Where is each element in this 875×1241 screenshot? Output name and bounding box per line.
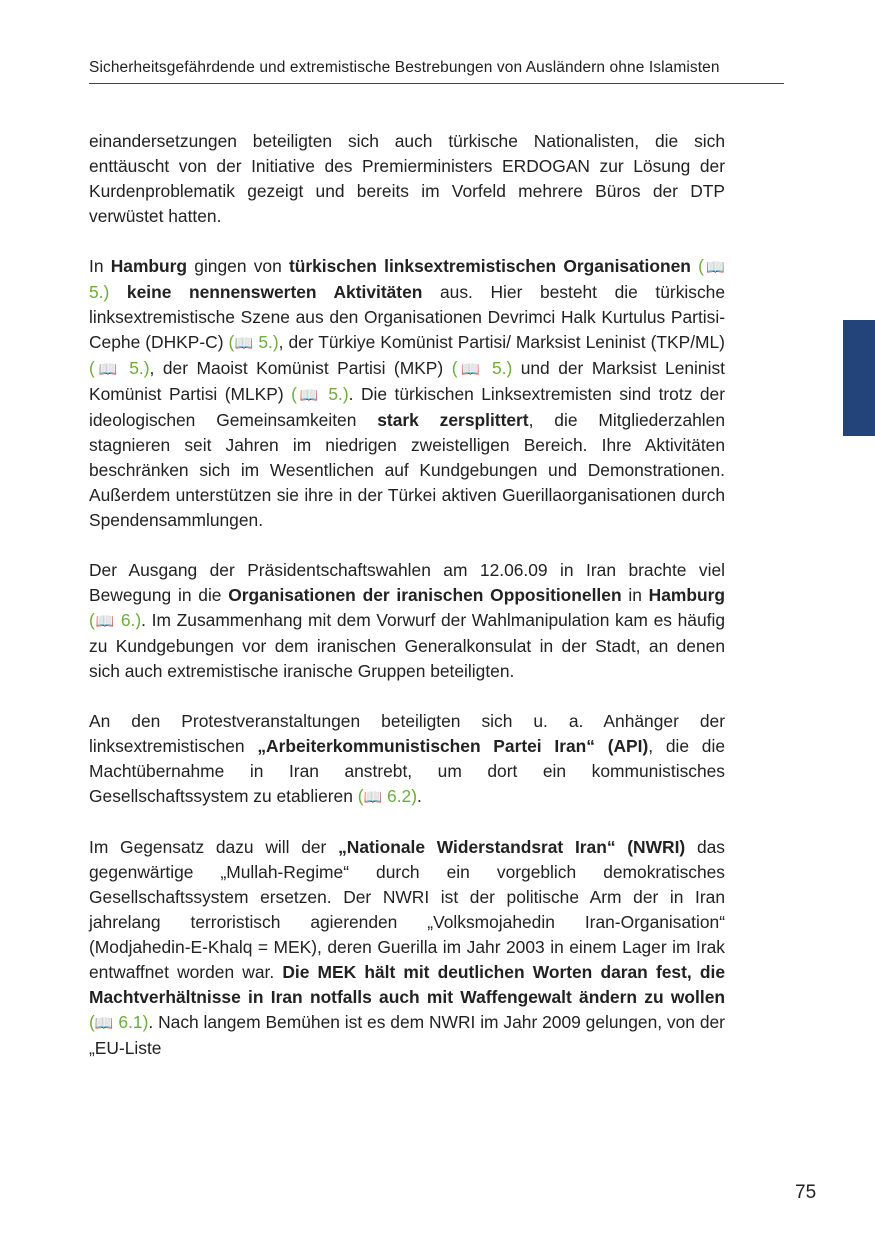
cross-reference-link[interactable]: (📖 5.) bbox=[89, 256, 725, 302]
text-run: gingen von bbox=[187, 256, 289, 276]
book-icon: 📖 bbox=[703, 259, 725, 276]
text-run: . Nach langem Bemühen ist es dem NWRI im Jahr 2009 gelungen, von der „EU-Liste bbox=[89, 1012, 725, 1058]
cross-reference-link[interactable]: (📖 6.1) bbox=[89, 1012, 149, 1032]
text-run: , der Türkiye Komünist Partisi/ Marksist Leninist (TKP/ML) bbox=[278, 332, 725, 352]
cross-reference-number: 5.) bbox=[491, 358, 513, 378]
cross-reference-number: 6.2) bbox=[387, 786, 418, 806]
text-run: . bbox=[417, 786, 422, 806]
text-run bbox=[109, 282, 127, 302]
bold-run: türkischen linksextremistischen Organisationen bbox=[288, 256, 691, 276]
book-icon: 📖 bbox=[94, 613, 116, 630]
bold-run: stark zersplittert bbox=[377, 410, 529, 430]
body-text bbox=[89, 129, 725, 1086]
bold-run: Hamburg bbox=[648, 585, 725, 605]
text-run: das gegenwärtige „Mullah-Regime“ durch ein vorgeblich demokratisches Gesellschaftssystem ersetzen. Der NWRI ist der politische Arm der in Iran jahrelang terroristisch agierenden „Volksmojahedin Iran-Organisation“ (Modjahedin-E-Khalq = MEK), deren Guerilla im Jahr 2003 in einem Lager im Irak entwaffnet worden war. bbox=[89, 837, 725, 982]
book-icon: 📖 bbox=[94, 361, 121, 378]
book-icon: 📖 bbox=[94, 1015, 114, 1032]
cross-reference-link[interactable]: (📖 5.) bbox=[89, 358, 150, 378]
chapter-tab-marker bbox=[843, 320, 875, 436]
paragraph-iran-elections bbox=[89, 558, 725, 684]
text-run: in bbox=[621, 585, 649, 605]
cross-reference-link[interactable]: (📖 5.) bbox=[228, 332, 279, 352]
paragraph-continuation bbox=[89, 129, 725, 229]
bold-run: „Arbeiterkommunistischen Partei Iran“ (API) bbox=[257, 736, 649, 756]
bold-run: Die MEK hält mit deutlichen Worten daran fest, die Machtverhältnisse in Iran notfalls auch mit Waffengewalt ändern zu wollen bbox=[89, 962, 725, 1007]
cross-reference-link[interactable]: (📖 5.) bbox=[291, 384, 349, 404]
cross-reference-link[interactable]: (📖 5.) bbox=[451, 358, 513, 378]
text-run: , der Maoist Komünist Partisi (MKP) bbox=[149, 358, 452, 378]
cross-reference-link[interactable]: (📖 6.) bbox=[89, 610, 142, 630]
bold-run: Organisationen der iranischen Oppositionellen bbox=[228, 585, 622, 605]
text-run: , die Mitgliederzahlen stagnieren seit Jahren im niedrigen zweistelligen Bereich. Ihre Aktivitäten beschränken sich im Wesentlichen auf Kundgebungen und Demonstrationen. Außerdem unterstützen sie ihre in der Türkei aktiven Guerillaorganisationen durch Spendensammlungen. bbox=[89, 410, 725, 530]
cross-reference-link[interactable]: (📖 6.2) bbox=[357, 786, 418, 806]
running-header: Sicherheitsgefährdende und extremistische Bestrebungen von Ausländern ohne Islamisten bbox=[89, 59, 784, 84]
paragraph-nwri bbox=[89, 835, 725, 1061]
text-run: . Die türkischen Linksextremisten sind trotz der ideologischen Gemeinsamkeiten bbox=[89, 384, 725, 430]
paragraph-hamburg-turkish-left bbox=[89, 254, 725, 533]
page-number: 75 bbox=[795, 1182, 817, 1203]
cross-reference-number: 6.) bbox=[120, 610, 142, 630]
text-run: und der Marksist Leninist Komünist Partisi (MLKP) bbox=[89, 358, 725, 404]
text-run: An den Protestveranstaltungen beteiligten sich u. a. Anhänger der linksextremistischen bbox=[89, 711, 725, 756]
text-run: Der Ausgang der Präsidentschaftswahlen am 12.06.09 in Iran brachte viel Bewegung in die bbox=[89, 560, 725, 605]
text-run: einandersetzungen beteiligten sich auch türkische Nationalisten, die sich enttäuscht von der Initiative des Premierministers ERDOGAN zur Lösung der Kurdenproblematik gezeigt und bereits im Vorfeld mehrere Büros der DTP verwüstet hatten. bbox=[89, 131, 725, 226]
cross-reference-number: 6.1) bbox=[118, 1012, 149, 1032]
text-run: In bbox=[89, 256, 111, 276]
book-icon: 📖 bbox=[234, 335, 254, 352]
book-icon: 📖 bbox=[296, 387, 321, 404]
text-run: , die die Machtübernahme in Iran anstrebt, um dort ein kommunistisches Gesellschaftssystem zu etablieren bbox=[89, 736, 725, 806]
cross-reference-number: 5.) bbox=[258, 332, 279, 352]
cross-reference-number: 5.) bbox=[89, 282, 110, 302]
paragraph-api bbox=[89, 709, 725, 810]
bold-run: keine nennenswerten Aktivitäten bbox=[126, 282, 423, 302]
cross-reference-number: 5.) bbox=[129, 358, 150, 378]
cross-reference-number: 5.) bbox=[328, 384, 349, 404]
text-run: . Im Zusammenhang mit dem Vorwurf der Wahlmanipulation kam es häufig zu Kundgebungen vor dem iranischen Generalkonsulat in der Stadt, an denen sich auch extremistische iranische Gruppen beteiligten. bbox=[89, 610, 725, 681]
book-icon: 📖 bbox=[363, 789, 383, 806]
text-run: aus. Hier besteht die türkische linksextremistische Szene aus den Organisationen Devrimci Halk Kurtulus Partisi-Cephe (DHKP-C) bbox=[89, 282, 725, 352]
bold-run: Hamburg bbox=[110, 256, 188, 276]
text-run: Im Gegensatz dazu will der bbox=[89, 837, 339, 857]
book-icon: 📖 bbox=[457, 361, 484, 378]
bold-run: „Nationale Widerstandsrat Iran“ (NWRI) bbox=[338, 837, 686, 857]
